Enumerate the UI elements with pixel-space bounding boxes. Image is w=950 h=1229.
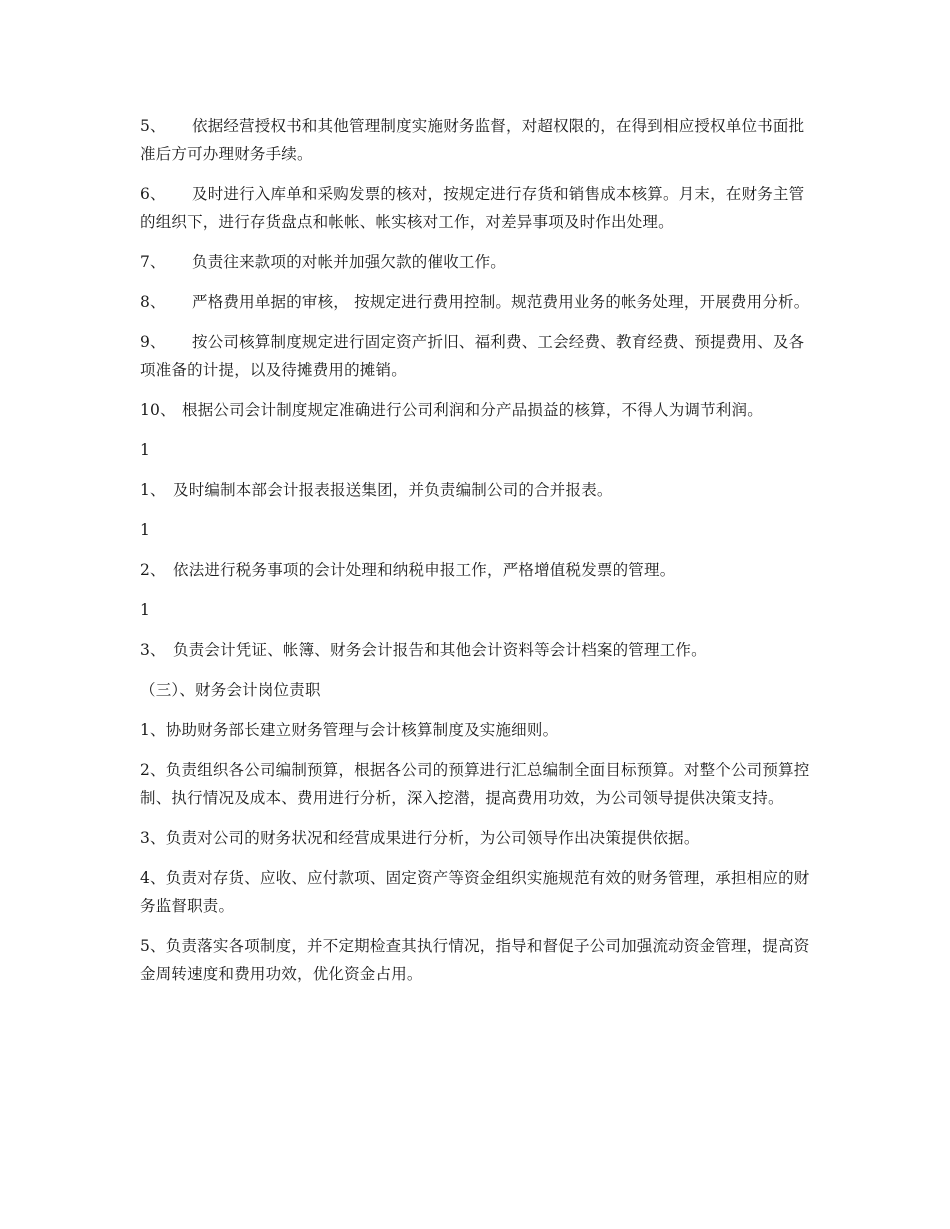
item-number: 7、 <box>140 253 166 271</box>
item-number: 3、 <box>140 641 166 659</box>
item-text: 及时进行入库单和采购发票的核对，按规定进行存货和销售成本核算。月末，在财务主管的组织下，进行存货盘点和帐帐、帐实核对工作，对差异事项及时作出处理。 <box>140 185 805 231</box>
item-number: 9、 <box>140 333 166 351</box>
list-item <box>140 476 812 504</box>
list-item <box>140 248 812 276</box>
list-item <box>140 180 812 236</box>
item-number: 2、 <box>140 561 166 579</box>
item-number: 6、 <box>140 185 166 203</box>
section-marker: 1 <box>140 521 150 539</box>
document-body <box>140 112 812 1000</box>
item-text: 严格费用单据的审核， 按规定进行费用控制。规范费用业务的帐务处理，开展费用分析。 <box>192 293 810 311</box>
duty-item: 5、负责落实各项制度，并不定期检查其执行情况，指导和督促子公司加强流动资金管理，提高资金周转速度和费用功效，优化资金占用。 <box>140 937 810 983</box>
item-text: 按公司核算制度规定进行固定资产折旧、福利费、工会经费、教育经费、预提费用、及各项准备的计提，以及待摊费用的摊销。 <box>140 333 805 379</box>
item-number: 5、 <box>140 117 166 135</box>
list-item <box>140 396 812 424</box>
duty-item: 2、负责组织各公司编制预算，根据各公司的预算进行汇总编制全面目标预算。对整个公司预算控制、执行情况及成本、费用进行分析，深入挖潜，提高费用功效，为公司领导提供决策支持。 <box>140 761 810 807</box>
item-text: 根据公司会计制度规定准确进行公司利润和分产品损益的核算，不得人为调节利润。 <box>182 401 763 419</box>
item-number: 1、 <box>140 481 166 499</box>
item-text: 依据经营授权书和其他管理制度实施财务监督，对超权限的，在得到相应授权单位书面批准后方可办理财务手续。 <box>140 117 805 163</box>
item-text: 负责往来款项的对帐并加强欠款的催收工作。 <box>192 253 507 271</box>
list-item <box>140 636 812 664</box>
item-number: 8、 <box>140 293 166 311</box>
duty-item: 4、负责对存货、应收、应付款项、固定资产等资金组织实施规范有效的财务管理，承担相应的财务监督职责。 <box>140 869 810 915</box>
duty-item: 1、协助财务部长建立财务管理与会计核算制度及实施细则。 <box>140 721 559 739</box>
item-text: 负责会计凭证、帐簿、财务会计报告和其他会计资料等会计档案的管理工作。 <box>173 641 707 659</box>
list-item <box>140 556 812 584</box>
item-number: 10、 <box>140 401 176 419</box>
section-marker: 1 <box>140 601 150 619</box>
item-text: 及时编制本部会计报表报送集团，并负责编制公司的合并报表。 <box>173 481 613 499</box>
section-heading: （三）、财务会计岗位责职 <box>140 681 321 699</box>
item-text: 依法进行税务事项的会计处理和纳税申报工作，严格增值税发票的管理。 <box>173 561 676 579</box>
list-item <box>140 112 812 168</box>
list-item <box>140 328 812 384</box>
list-item <box>140 288 812 316</box>
section-marker: 1 <box>140 441 150 459</box>
duty-item: 3、负责对公司的财务状况和经营成果进行分析，为公司领导作出决策提供依据。 <box>140 829 700 847</box>
